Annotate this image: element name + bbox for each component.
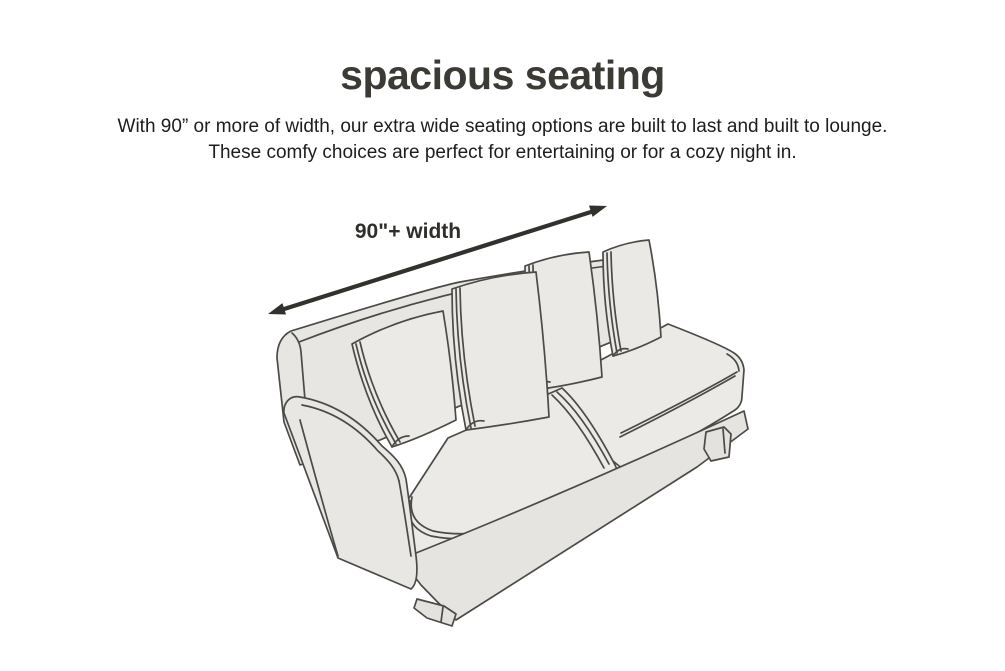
page-description-line2: These comfy choices are perfect for entertaining or for a cozy night in. [208,142,797,163]
sofa-leg-back-right [704,427,731,461]
dimension-label: 90"+ width [354,220,462,243]
sofa-drawing [277,240,748,626]
arrowhead-right [589,206,607,217]
page-description-line1: With 90” or more of width, our extra wide seating options are built to last and built to lounge. [117,116,888,137]
pillow-2 [452,272,549,430]
page-title: spacious seating [340,52,665,98]
pillow-4 [603,240,661,356]
arrowhead-left [268,303,286,314]
